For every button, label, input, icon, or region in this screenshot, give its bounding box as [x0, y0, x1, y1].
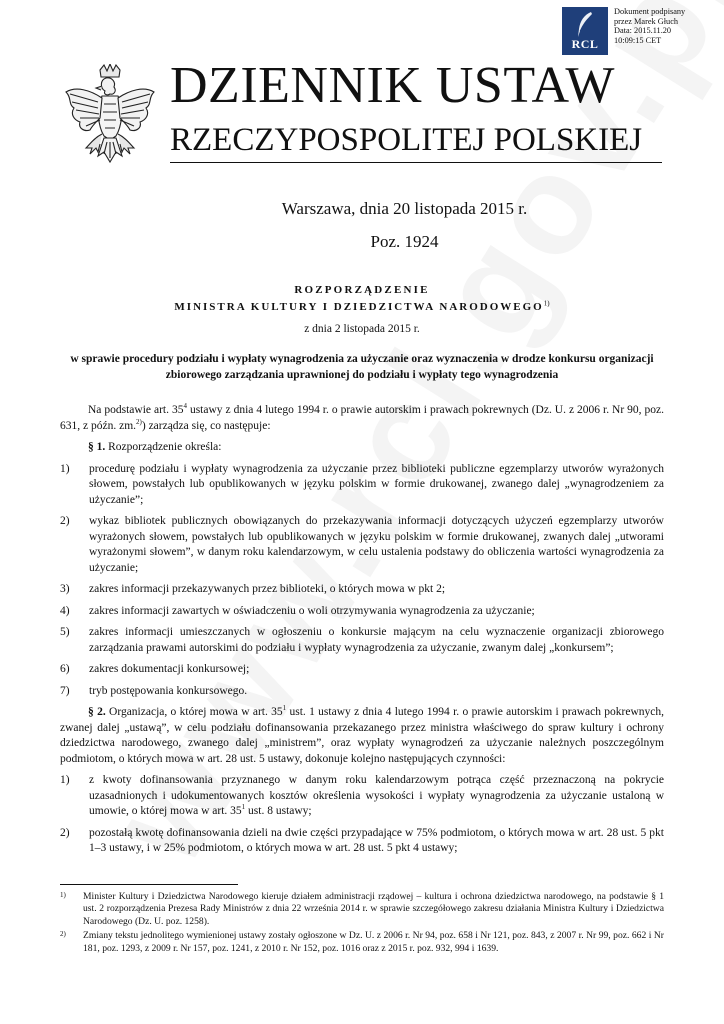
- list-item: [60, 514, 664, 576]
- stamp-line: Dokument podpisany: [614, 7, 686, 16]
- footnote-ref: 1): [543, 299, 550, 308]
- item-number: 1): [60, 462, 70, 475]
- item-text: tryb postępowania konkursowego.: [89, 684, 248, 697]
- superscript: 1: [241, 803, 246, 812]
- section-text: ust. 1 ustawy z dnia 4 lutego 1994 r. o prawie autorskim i prawach pokrewnych, zwanej dalej „ustawą”, w celu podziału dofinansowania przekazanego przez ministra właściwego do spraw kultury i ochrony dziedzictwa narodowego, zwanego dalej „ministrem”, oraz wypłaty wynagrodzeń za użyczanie należnych poszczególnym podmiotom, o których mowa w art. 28 ust. 5 ustawy, dokonuje kolejno następujących czynności:: [60, 706, 664, 765]
- footnote-number: 1): [60, 891, 66, 899]
- item-text: pozostałą kwotę dofinansowania dzieli na dwie części przypadające w 75% podmiotom, o których mowa w art. 28 ust. 5 pkt 1–3 ustawy, i w 25% podmiotom, o których mowa w art. 28 ust. 5 pkt 4 ustawy;: [89, 826, 664, 854]
- item-text: ust. 8 ustawy;: [245, 805, 312, 817]
- section-label: § 2.: [88, 706, 106, 718]
- signature-stamp: [562, 7, 712, 55]
- act-subject: w sprawie procedury podziału i wypłaty wynagrodzenia za użyczanie oraz wyznaczenia w drodze konkursu organizacji zbiorowego zarządzania uprawnionej do podziału i wypłaty tego wynagrodzenia: [70, 353, 654, 381]
- item-number: 2): [60, 826, 70, 839]
- stamp-text: [614, 7, 685, 45]
- list-item: [60, 684, 664, 700]
- item-text: wykaz bibliotek publicznych obowiązanych do przekazywania informacji dotyczących użyczeń egzemplarzy utworów wyrażonych słowem, powstałych lub opublikowanych w języku polskim w formie drukowanej, zwanych dalej „utworami wyrażonymi słowem”, w danym roku kalendarzowym, w celu ustalenia podstawy do obliczenia wartości wynagrodzenia za użyczanie;: [89, 515, 664, 574]
- superscript: 1: [282, 704, 287, 713]
- item-number: 5): [60, 626, 70, 638]
- item-number: 4): [60, 604, 70, 617]
- rcl-logo: [562, 7, 608, 55]
- preamble-text: Na podstawie art. 35: [88, 404, 184, 416]
- item-text: z kwoty dofinansowania przyznanego w danym roku kalendarzowym potrąca część przeznaczoną na pokrycie uzasadnionych i udokumentowanych kosztów określenia wysokości i wypłaty wynagrodzenia za użyczanie ustaloną w umowie, o której mowa w art. 35: [89, 774, 664, 817]
- footnote-ref: 2): [136, 417, 142, 426]
- item-number: 7): [60, 684, 70, 697]
- preamble-text: ustawy z dnia 4 lutego 1994 r. o prawie autorskim i prawach pokrewnych (Dz. U. z 2006 r. Nr 90, poz. 631, z późn. zm.: [60, 404, 665, 432]
- item-number: 1): [60, 774, 70, 786]
- act-type: ROZPORZĄDZENIE: [294, 284, 430, 296]
- header-rule: [170, 162, 662, 163]
- eagle-emblem-icon: [62, 64, 158, 168]
- item-number: 3): [60, 583, 70, 595]
- list-item: [60, 625, 664, 656]
- section-label: § 1.: [88, 441, 106, 453]
- footnote-rule: [60, 884, 238, 885]
- list-item: [60, 462, 664, 509]
- list-item: [60, 662, 664, 678]
- issue-date: Warszawa, dnia 20 listopada 2015 r.: [281, 199, 528, 218]
- item-text: procedurę podziału i wypłaty wynagrodzenia za użyczanie przez biblioteki publiczne egzemplarzy utworów wyrażonych słowem, powstałych lub opublikowanych w języku polskim w formie drukowanej, zwanego dalej „wynagrodzeniem za użyczanie”;: [89, 462, 664, 506]
- item-text: zakres informacji przekazywanych przez biblioteki, o których mowa w pkt 2;: [89, 583, 446, 595]
- section-text: Organizacja, o której mowa w art. 35: [105, 706, 283, 718]
- act-issuer: [0, 301, 724, 313]
- document-body: [60, 403, 664, 863]
- footnote: [60, 930, 664, 955]
- footnote-text: Minister Kultury i Dziedzictwa Narodowego kieruje działem administracji rządowej – kultura i ochrona dziedzictwa narodowego, na podstawie § 1 ust. 2 rozporządzenia Prezesa Rady Ministrów z dnia 22 września 2014 r. w sprawie szczegółowego zakresu działania Ministra Kultury i Dziedzictwa Narodowego (Dz. U. poz. 1258).: [83, 891, 664, 927]
- list-item: [60, 582, 664, 598]
- section-1: [60, 440, 664, 456]
- journal-subtitle: RZECZYPOSPOLITEJ POLSKIEJ: [170, 122, 643, 158]
- preamble: [60, 403, 664, 434]
- footnote: [60, 891, 664, 928]
- stamp-line: przez Marek Głuch: [614, 16, 679, 26]
- preamble-text: ) zarządza się, co następuje:: [141, 419, 271, 432]
- item-number: 2): [60, 515, 70, 527]
- section-text: Rozporządzenie określa:: [105, 441, 222, 453]
- item-text: zakres informacji zawartych w oświadczeniu o woli otrzymywania wynagrodzenia za użyczanie;: [89, 604, 535, 617]
- position-number: Poz. 1924: [370, 232, 439, 251]
- act-date: z dnia 2 listopada 2015 r.: [304, 323, 420, 335]
- stamp-line: Data: 2015.11.20: [614, 26, 672, 36]
- item-text: zakres informacji umieszczanych w ogłoszeniu o konkursie mającym na celu wyznaczenie organizacji zbiorowego zarządzania prawami autorskimi do podziału i wypłaty wynagrodzenia za użyczanie, zwanym dalej „konkursem”;: [89, 626, 664, 654]
- footnote-number: 2): [60, 930, 66, 939]
- quill-icon: [576, 11, 594, 39]
- list-item: [60, 604, 664, 620]
- footnotes: [60, 891, 664, 957]
- footnote-text: Zmiany tekstu jednolitego wymienionej ustawy zostały ogłoszone w Dz. U. z 2006 r. Nr 94, poz. 658 i Nr 121, poz. 843, z 2007 r. Nr 99, poz. 662 i Nr 181, poz. 1293, z 2009 r. Nr 157, poz. 1241, z 2010 r. Nr 152, poz. 1016 oraz z 2015 r. poz. 932, 994 i 1639.: [83, 930, 664, 954]
- superscript: 4: [183, 402, 187, 411]
- item-number: 6): [60, 663, 70, 675]
- list-item: [60, 773, 664, 820]
- act-issuer-text: MINISTRA KULTURY I DZIEDZICTWA NARODOWEGO: [174, 301, 544, 313]
- item-text: zakres dokumentacji konkursowej;: [89, 663, 250, 675]
- stamp-line: 10:09:15 CET: [614, 35, 662, 45]
- rcl-logo-text: RCL: [571, 37, 599, 51]
- section-2: [60, 705, 664, 767]
- journal-title: DZIENNIK USTAW: [170, 57, 615, 114]
- list-item: [60, 826, 664, 857]
